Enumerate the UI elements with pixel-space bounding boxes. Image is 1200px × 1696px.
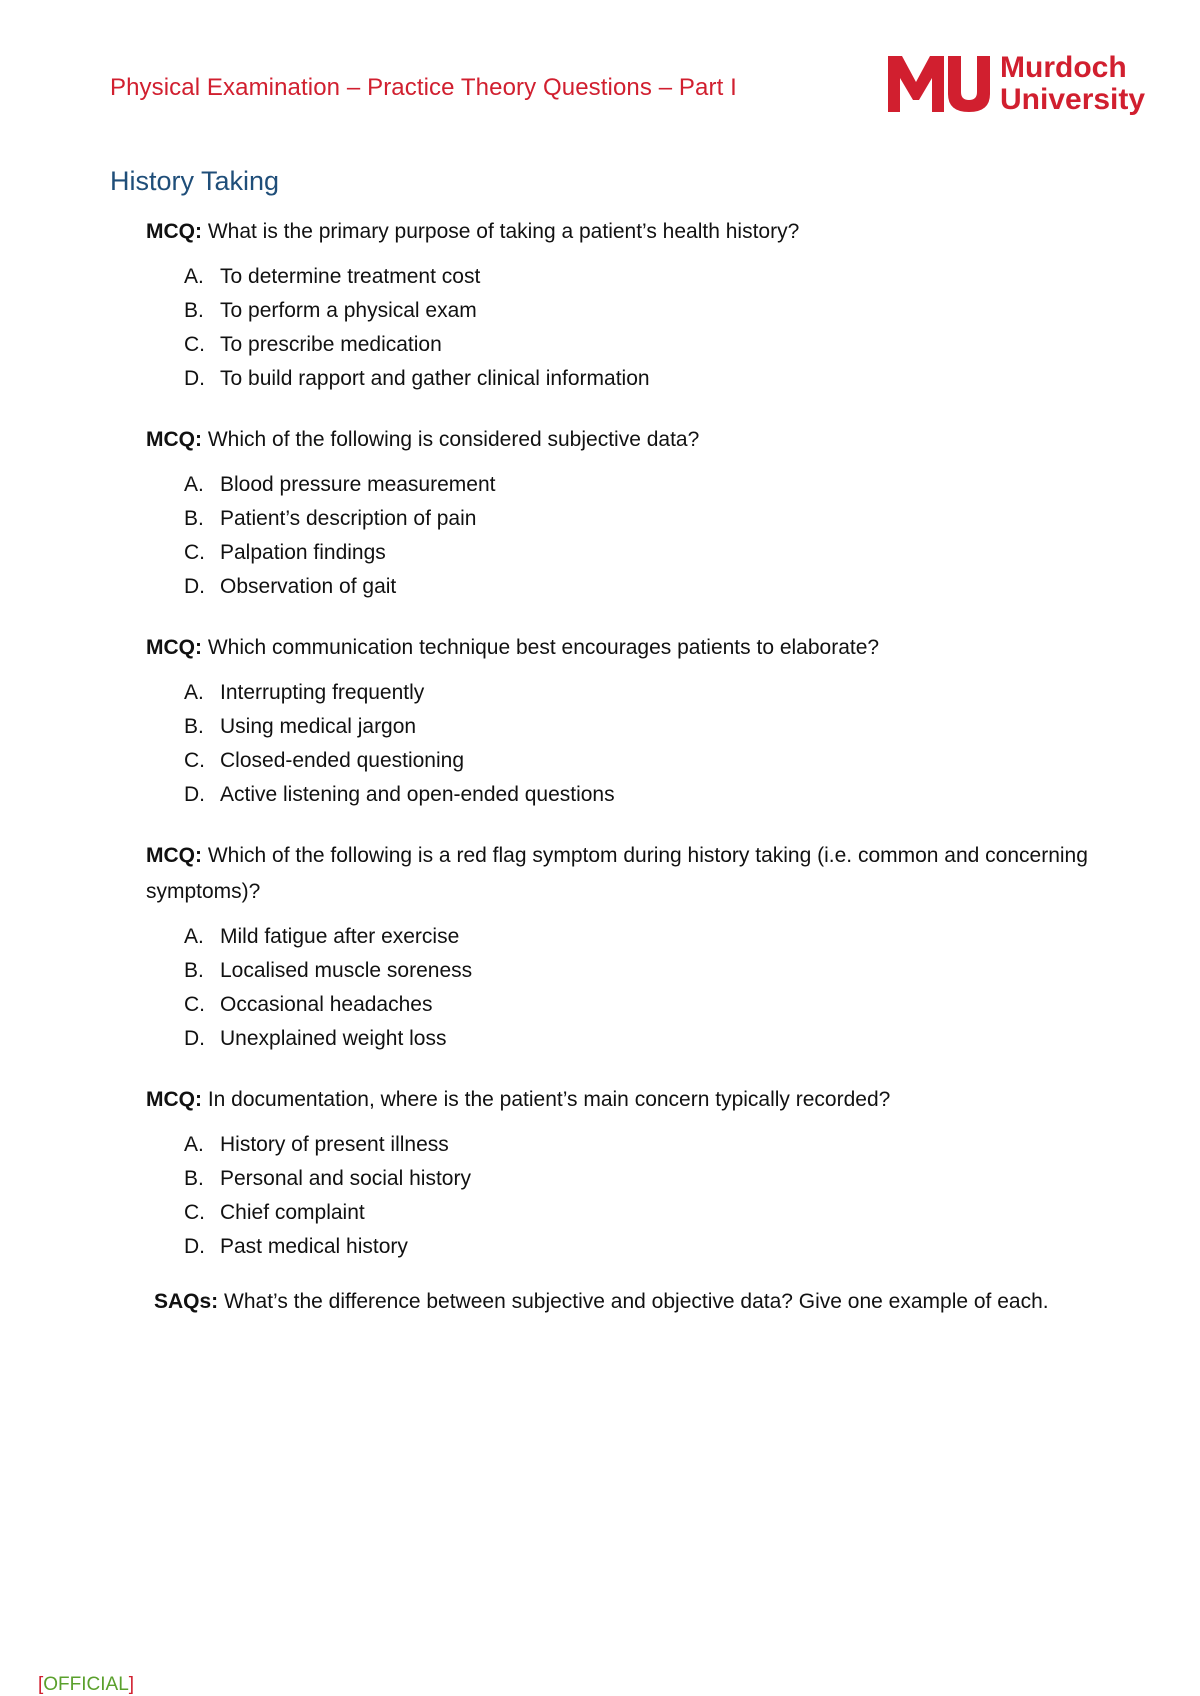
option-letter: A. — [184, 681, 204, 704]
option-letter: D. — [184, 1235, 205, 1258]
question-block-4 — [146, 838, 1106, 1056]
option-letter: B. — [184, 1167, 204, 1190]
option-text: Observation of gait — [220, 575, 397, 598]
option-item — [146, 920, 1106, 954]
option-item — [146, 744, 1106, 778]
bracket-open: [ — [38, 1674, 44, 1695]
question-text — [146, 214, 1106, 250]
question-block-1 — [146, 214, 1106, 396]
option-item — [146, 988, 1106, 1022]
option-letter: B. — [184, 959, 204, 982]
option-item — [146, 502, 1106, 536]
question-block-3 — [146, 630, 1106, 812]
option-text: Personal and social history — [220, 1167, 471, 1190]
option-text: Palpation findings — [220, 541, 386, 564]
option-text: Occasional headaches — [220, 993, 433, 1016]
option-letter: C. — [184, 541, 205, 564]
question-block-5 — [146, 1082, 1106, 1264]
option-item — [146, 1196, 1106, 1230]
option-letter: C. — [184, 993, 205, 1016]
option-list — [146, 1128, 1106, 1264]
option-item — [146, 468, 1106, 502]
question-stem: In documentation, where is the patient’s main concern typically recorded? — [202, 1088, 891, 1111]
option-item — [146, 362, 1106, 396]
question-stem: Which communication technique best encourages patients to elaborate? — [202, 636, 880, 659]
question-block-2 — [146, 422, 1106, 604]
bracket-close: ] — [128, 1674, 135, 1695]
option-text: Unexplained weight loss — [220, 1027, 447, 1050]
option-letter: D. — [184, 575, 205, 598]
option-text: Mild fatigue after exercise — [220, 925, 460, 948]
option-letter: A. — [184, 265, 204, 288]
question-label: MCQ: — [146, 636, 202, 659]
option-letter: A. — [184, 1133, 204, 1156]
option-text: To perform a physical exam — [220, 299, 477, 322]
option-item — [146, 260, 1106, 294]
option-text: Using medical jargon — [220, 715, 417, 738]
question-text — [146, 1082, 1106, 1118]
option-text: Closed-ended questioning — [220, 749, 465, 772]
classification-label — [38, 1674, 134, 1696]
option-item — [146, 536, 1106, 570]
option-letter: B. — [184, 507, 204, 530]
option-text: To build rapport and gather clinical information — [220, 367, 650, 390]
option-text: To prescribe medication — [220, 333, 442, 356]
option-text: Past medical history — [220, 1235, 408, 1258]
option-text: Blood pressure measurement — [220, 473, 496, 496]
option-item — [146, 710, 1106, 744]
question-label: MCQ: — [146, 220, 202, 243]
saq-stem: What’s the difference between subjective and objective data? Give one example of each. — [218, 1290, 1049, 1313]
option-item — [146, 954, 1106, 988]
option-letter: B. — [184, 715, 204, 738]
option-text: Active listening and open-ended questions — [220, 783, 615, 806]
saq-text — [154, 1284, 1106, 1320]
option-item — [146, 570, 1106, 604]
question-text — [146, 838, 1106, 910]
option-list — [146, 468, 1106, 604]
option-list — [146, 260, 1106, 396]
question-label: MCQ: — [146, 844, 202, 867]
document-header-title: Physical Examination – Practice Theory Questions – Part I — [110, 74, 737, 101]
option-letter: A. — [184, 473, 204, 496]
option-item — [146, 676, 1106, 710]
option-letter: A. — [184, 925, 204, 948]
option-item — [146, 1128, 1106, 1162]
option-letter: D. — [184, 367, 205, 390]
logo-wordmark — [1000, 52, 1145, 116]
question-stem: Which of the following is considered subjective data? — [202, 428, 700, 451]
classification-text: OFFICIAL — [43, 1674, 129, 1695]
question-label: MCQ: — [146, 428, 202, 451]
option-item — [146, 1162, 1106, 1196]
option-item — [146, 1230, 1106, 1264]
option-text: Chief complaint — [220, 1201, 365, 1224]
option-letter: C. — [184, 1201, 205, 1224]
option-text: Interrupting frequently — [220, 681, 425, 704]
option-letter: C. — [184, 749, 205, 772]
question-list — [146, 214, 1106, 1341]
option-letter: D. — [184, 1027, 205, 1050]
murdoch-university-logo — [888, 52, 1145, 116]
option-text: Patient’s description of pain — [220, 507, 477, 530]
logo-line-murdoch: Murdoch — [1000, 51, 1127, 84]
mu-logo-mark — [888, 56, 992, 112]
question-stem: Which of the following is a red flag symptom during history taking (i.e. common and concerning symptoms)? — [146, 844, 1088, 903]
option-letter: C. — [184, 333, 205, 356]
question-text — [146, 422, 1106, 458]
option-item — [146, 1022, 1106, 1056]
option-text: Localised muscle soreness — [220, 959, 473, 982]
option-text: To determine treatment cost — [220, 265, 481, 288]
option-item — [146, 294, 1106, 328]
question-label: MCQ: — [146, 1088, 202, 1111]
section-heading: History Taking — [110, 166, 280, 196]
question-stem: What is the primary purpose of taking a patient’s health history? — [202, 220, 800, 243]
option-list — [146, 920, 1106, 1056]
option-item — [146, 328, 1106, 362]
option-text: History of present illness — [220, 1133, 449, 1156]
option-letter: B. — [184, 299, 204, 322]
option-item — [146, 778, 1106, 812]
logo-line-university: University — [1000, 83, 1146, 116]
option-list — [146, 676, 1106, 812]
question-text — [146, 630, 1106, 666]
saq-label: SAQs: — [154, 1290, 219, 1313]
option-letter: D. — [184, 783, 205, 806]
